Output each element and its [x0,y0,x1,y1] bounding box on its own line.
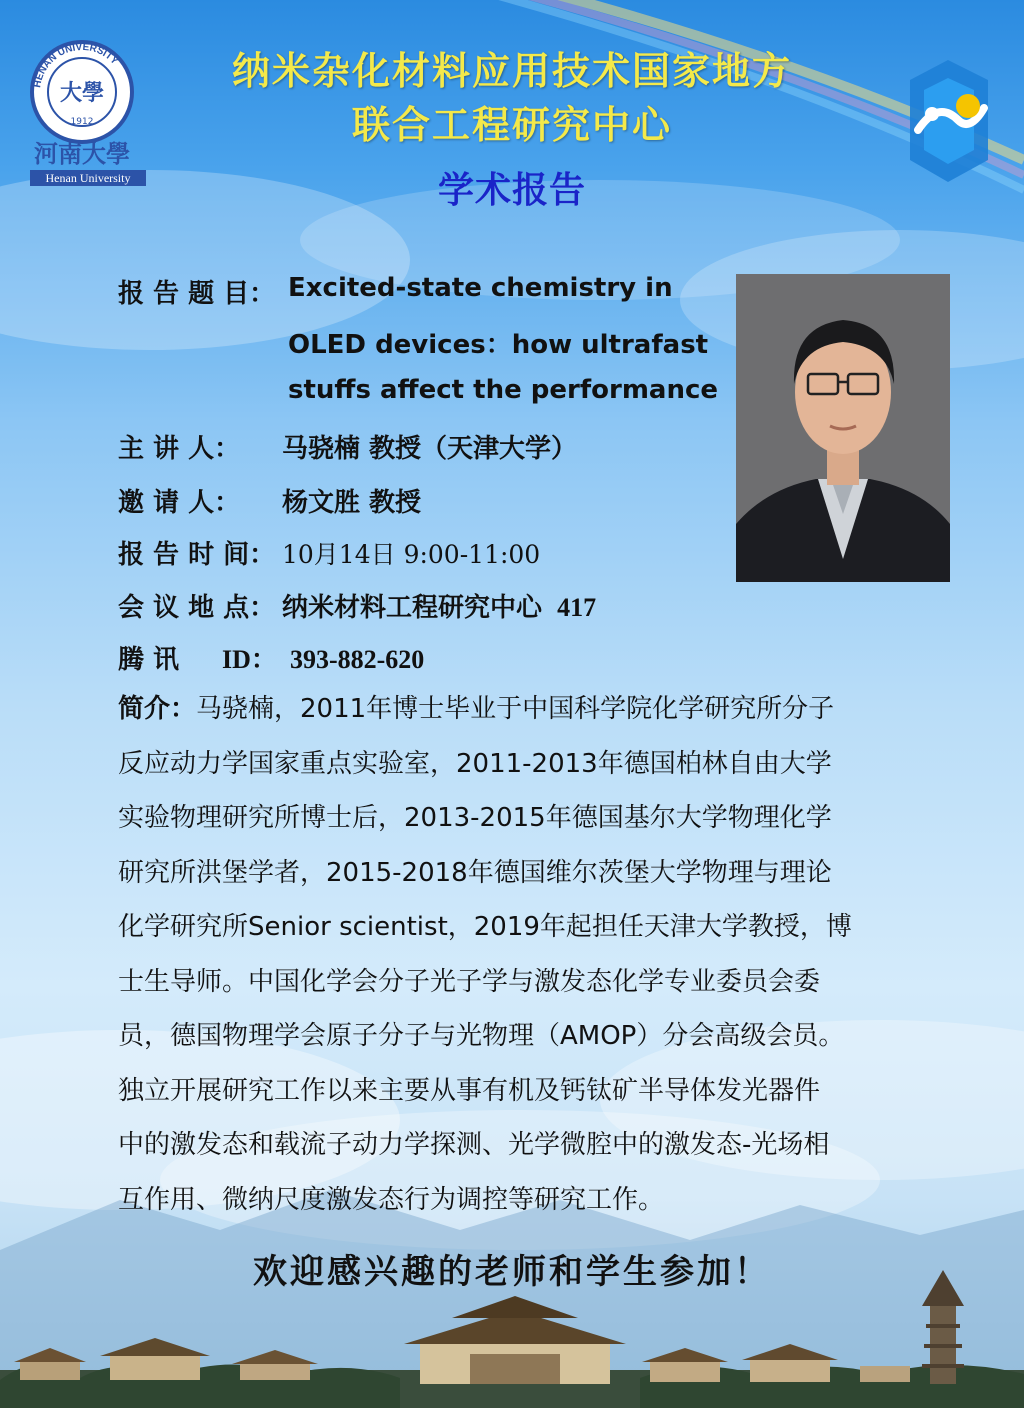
speaker-label: 主 讲 人： [118,434,241,464]
logo-english-name: Henan University [45,171,131,185]
logo-ring-text: HENAN UNIVERSITY [32,41,120,89]
campus-skyline-illustration [0,1270,1024,1408]
logo-year: 1912 [70,117,94,127]
page-subtitle: 学术报告 [437,170,586,211]
bio-section [118,682,958,1227]
page-title-line1: 纳米杂化材料应用技术国家地方 [231,49,792,93]
tencent-row [118,639,424,676]
bio-line-7: 员，德国物理学会原子分子与光物理（AMOP）分会高级会员。 [118,1021,845,1051]
bio-line [118,682,958,737]
host-value: 杨文胜 教授 [282,488,422,518]
tencent-id-label: ID： [222,645,277,674]
venue-room: 417 [557,593,597,622]
time-value: 10月14日 9:00-11:00 [282,540,541,569]
bio-line-8: 独立开展研究工作以来主要从事有机及钙钛矿半导体发光器件 [118,1075,821,1106]
bio-line-4: 研究所洪堡学者，2015-2018年德国维尔茨堡大学物理与理论 [118,857,832,888]
topic-line-3: stuffs affect the performance [288,375,719,405]
speaker-portrait-image [736,274,950,582]
venue-row [118,587,596,624]
logo-center-text: 大學 [59,81,105,106]
host-label: 邀 请 人： [118,488,241,518]
bio-line-1: 马骁楠，2011年博士毕业于中国科学院化学研究所分子 [196,694,835,724]
topic-row [118,273,286,310]
tencent-id-value: 393-882-620 [289,645,425,674]
bio-line-3: 实验物理研究所博士后，2013-2015年德国基尔大学物理化学 [118,803,832,833]
topic-label: 报 告 题 目： [118,279,276,309]
bio-line-2: 反应动力学国家重点实验室，2011-2013年德国柏林自由大学 [118,748,832,779]
time-row [118,534,540,571]
logo-chinese-name: 河南大學 [34,139,130,168]
tencent-label: 腾 讯 [118,645,180,675]
speaker-photo [736,274,950,582]
venue-label: 会 议 地 点： [118,593,276,623]
venue-value: 纳米材料工程研究中心 [282,593,543,623]
bio-line-5: 化学研究所Senior scientist，2019年起担任天津大学教授，博 [118,912,852,942]
bio-line-10: 互作用、微纳尺度激发态行为调控等研究工作。 [118,1184,665,1215]
bio-line-6: 士生导师。中国化学会分子光子学与激发态化学专业委员会委 [118,966,821,997]
host-row [118,482,421,519]
bio-label: 简介： [118,694,197,724]
speaker-row [118,428,577,465]
topic-line-1: Excited-state chemistry in [288,273,673,303]
time-label: 报 告 时 间： [118,540,276,570]
page-title-line2: 联合工程研究中心 [351,103,672,147]
bio-line-9: 中的激发态和载流子动力学探测、光学微腔中的激发态-光场相 [118,1130,830,1160]
topic-line-2: OLED devices：how ultrafast [288,330,709,360]
welcome-message: 欢迎感兴趣的老师和学生参加！ [253,1252,771,1292]
speaker-value: 马骁楠 教授（天津大学） [282,434,578,464]
